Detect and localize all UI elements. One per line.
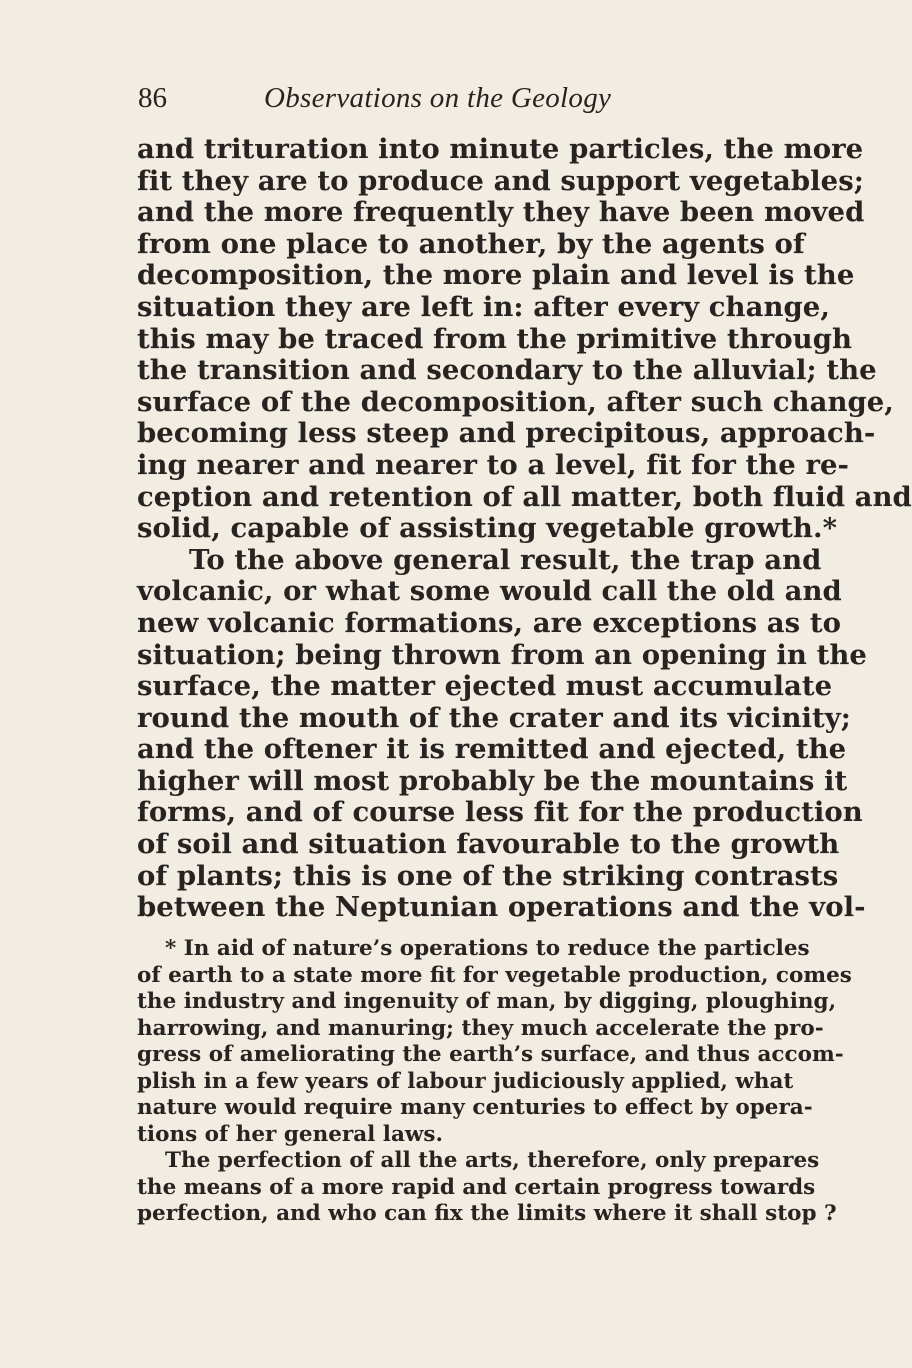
text-line: decomposition, the more plain and level is the xyxy=(137,259,855,292)
text-line: from one place to another, by the agents of xyxy=(137,227,805,260)
body-text xyxy=(137,133,912,924)
footnote-line: harrowing, and manuring; they much accelerate the pro- xyxy=(137,1015,824,1041)
page-number: 86 xyxy=(138,82,167,114)
running-title: Observations on the Geology xyxy=(264,82,612,114)
footnote-line: the industry and ingenuity of man, by digging, ploughing, xyxy=(137,989,837,1014)
text-line: higher will most probably be the mountains it xyxy=(137,764,848,797)
text-line: of plants; this is one of the striking contrasts xyxy=(137,859,839,892)
text-line: new volcanic formations, are exceptions as to xyxy=(137,606,841,639)
text-line: To the above general result, the trap and xyxy=(189,543,822,576)
text-line: this may be traced from the primitive through xyxy=(137,322,853,355)
text-line: and the more frequently they have been moved xyxy=(137,196,865,229)
footnote-line: * In aid of nature’s operations to reduce the particles xyxy=(165,936,810,961)
text-line: surface of the decomposition, after such change, xyxy=(137,385,894,418)
footnote xyxy=(137,936,852,1228)
text-line: situation they are left in: after every change, xyxy=(137,290,830,323)
text-line: situation; being thrown from an opening in the xyxy=(137,638,867,671)
text-line: and the oftener it is remitted and ejected, the xyxy=(137,733,847,766)
running-head xyxy=(138,78,778,118)
text-line: volcanic, or what some would call the old and xyxy=(137,575,842,608)
text-line: surface, the matter ejected must accumulate xyxy=(137,670,833,703)
text-line: fit they are to produce and support vegetables; xyxy=(137,164,864,197)
text-line: ception and retention of all matter, both fluid and xyxy=(137,480,912,513)
footnote-line: The perfection of all the arts, therefore, only prepares xyxy=(165,1148,820,1173)
text-line: and trituration into minute particles, the more xyxy=(137,133,864,165)
text-line: between the Neptunian operations and the vol- xyxy=(137,891,866,924)
footnote-line: tions of her general laws. xyxy=(137,1121,443,1147)
footnote-line: plish in a few years of labour judiciously applied, what xyxy=(137,1068,794,1094)
text-line: solid, capable of assisting vegetable growth.* xyxy=(137,512,838,545)
text-line: round the mouth of the crater and its vicinity; xyxy=(137,701,851,734)
footnote-line: gress of ameliorating the earth’s surface, and thus accom- xyxy=(137,1042,844,1067)
text-line: becoming less steep and precipitous, approach- xyxy=(137,417,876,450)
footnote-line: the means of a more rapid and certain progress towards xyxy=(137,1174,816,1200)
text-line: ing nearer and nearer to a level, fit for the re- xyxy=(137,448,849,481)
footnote-line: nature would require many centuries to effect by opera- xyxy=(137,1095,813,1120)
text-line: of soil and situation favourable to the growth xyxy=(137,828,840,861)
footnote-line: of earth to a state more fit for vegetable production, comes xyxy=(137,962,852,988)
footnote-line: perfection, and who can fix the limits where it shall stop ? xyxy=(137,1201,837,1226)
text-line: forms, and of course less fit for the production xyxy=(137,796,863,829)
text-line: the transition and secondary to the alluvial; the xyxy=(137,354,877,387)
